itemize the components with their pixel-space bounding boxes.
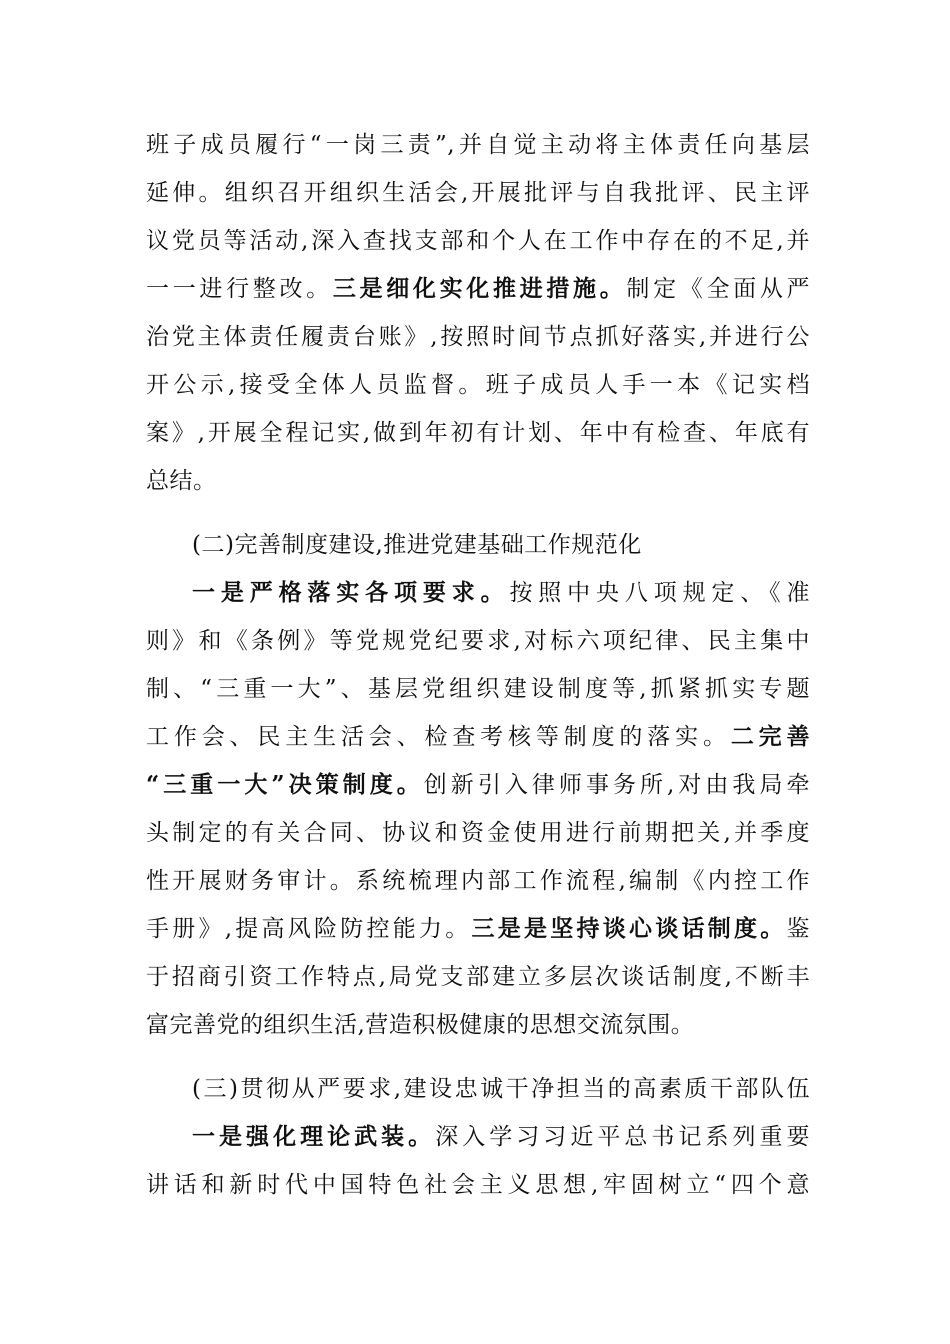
text-run: 于招商引资工作特点,局党支部建立多层次谈话制度,不断丰 <box>146 964 810 990</box>
paragraph-2-line-8 <box>146 904 810 954</box>
text-run: 性开展财务审计。系统梳理内部工作流程,编制《内控工作 <box>146 868 810 894</box>
paragraph-3-line-1 <box>192 1112 810 1162</box>
text-run: 治党主体责任履责台账》,按照时间节点抓好落实,并进行公 <box>146 324 810 350</box>
text-run: 则》和《条例》等党规党纪要求,对标六项纪律、民主集中 <box>146 628 810 654</box>
text-run: 创新引入律师事务所,对由我局牵 <box>423 772 810 798</box>
text-run: 鉴 <box>786 916 810 942</box>
paragraph-2-line-2 <box>146 616 810 666</box>
paragraph-1-line-7 <box>146 408 810 458</box>
paragraph-1-line-3 <box>146 216 810 266</box>
paragraph-1-line-6 <box>146 360 810 410</box>
text-run: 班子成员履行“一岗三责”,并自觉主动将主体责任向基层 <box>146 132 810 158</box>
paragraph-2-line-5 <box>146 760 810 810</box>
text-run: 深入学习习近平总书记系列重要 <box>435 1124 810 1150</box>
paragraph-2-line-6 <box>146 808 810 858</box>
paragraph-1-line-8 <box>146 456 810 506</box>
text-run: 制、“三重一大”、基层党组织建设制度等,抓紧抓实专题 <box>146 676 810 702</box>
paragraph-1-line-5 <box>146 312 810 362</box>
bold-lead-phrase: “三重一大”决策制度。 <box>146 771 424 798</box>
text-run: 制定《全面从严 <box>626 276 810 302</box>
paragraph-2-line-3 <box>146 664 810 714</box>
paragraph-2-line-9 <box>146 952 810 1002</box>
heading-text: (二)完善制度建设,推进党建基础工作规范化 <box>192 532 642 558</box>
text-run: 总结。 <box>146 468 217 494</box>
text-run: 头制定的有关合同、协议和资金使用进行前期把关,并季度 <box>146 820 810 846</box>
paragraph-2-line-10 <box>146 1000 810 1050</box>
paragraph-1-line-1 <box>146 120 810 170</box>
bold-lead-phrase: 三是是坚持谈心谈话制度。 <box>471 915 787 942</box>
text-run: 富完善党的组织生活,营造积极健康的思想交流氛围。 <box>146 1012 695 1038</box>
text-run: 工作会、民主生活会、检查考核等制度的落实。 <box>146 724 731 750</box>
text-run: 手册》,提高风险防控能力。 <box>146 916 472 942</box>
paragraph-2-line-7 <box>146 856 810 906</box>
text-run: 按照中央八项规定、《准 <box>509 580 810 606</box>
text-run: 讲话和新时代中国特色社会主义思想,牢固树立“四个意 <box>146 1172 810 1198</box>
paragraph-3-line-2 <box>146 1160 810 1210</box>
heading-text: (三)贯彻从严要求,建设忠诚干净担当的高素质干部队伍 <box>192 1076 810 1102</box>
text-run: 案》,开展全程记实,做到年初有计划、年中有检查、年底有 <box>146 420 810 446</box>
bold-lead-phrase: 二完善 <box>730 723 810 750</box>
section-heading-3 <box>192 1064 810 1114</box>
text-run: 延伸。组织召开组织生活会,开展批评与自我批评、民主评 <box>146 180 810 206</box>
section-heading-2 <box>192 520 810 570</box>
bold-lead-phrase: 一是严格落实各项要求。 <box>192 579 510 606</box>
text-run: 开公示,接受全体人员监督。班子成员人手一本《记实档 <box>146 372 810 398</box>
text-run: 议党员等活动,深入查找支部和个人在工作中存在的不足,并 <box>146 228 810 254</box>
bold-lead-phrase: 三是细化实化推进措施。 <box>332 275 627 302</box>
paragraph-2-line-1 <box>192 568 810 618</box>
paragraph-1-line-2 <box>146 168 810 218</box>
bold-lead-phrase: 一是强化理论武装。 <box>192 1123 436 1150</box>
text-run: 一一进行整改。 <box>146 276 333 302</box>
paragraph-2-line-4 <box>146 712 810 762</box>
paragraph-1-line-4 <box>146 264 810 314</box>
